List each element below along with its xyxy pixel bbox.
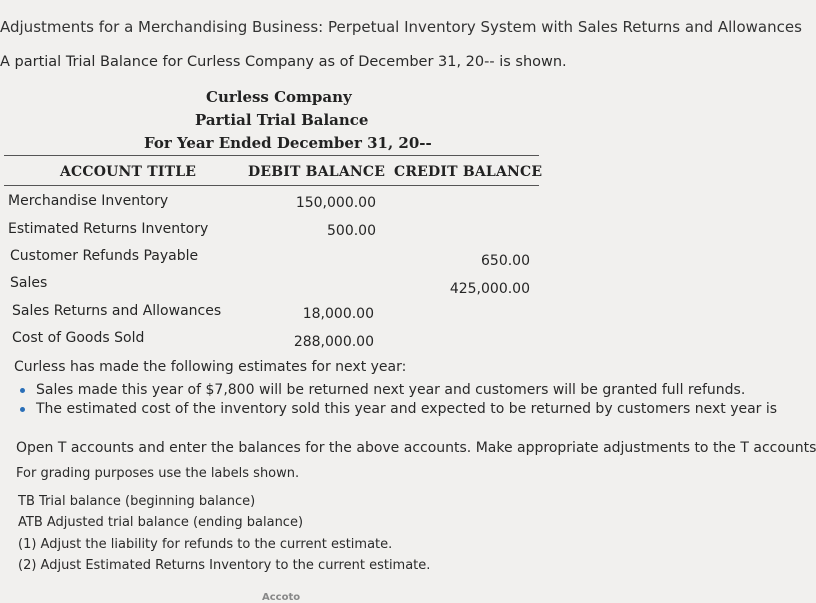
estimates-intro: Curless has made the following estimates for next year: — [14, 359, 407, 375]
label-adjustment-1: (1) Adjust the liability for refunds to the current estimate. — [18, 537, 393, 552]
grading-note: For grading purposes use the labels shown. — [16, 466, 300, 481]
credit-balance-header: CREDIT BALANCE — [394, 164, 543, 180]
table-row-debit: 288,000.00 — [293, 334, 374, 350]
table-row-account: Sales — [10, 275, 48, 291]
table-top-rule — [4, 155, 539, 156]
label-tb: TB Trial balance (beginning balance) — [18, 494, 256, 509]
page-heading: Adjustments for a Merchandising Business: Perpetual Inventory System with Sales Returns and Allowances — [0, 18, 802, 36]
table-row-account: Merchandise Inventory — [8, 193, 169, 209]
table-row-account: Cost of Goods Sold — [12, 330, 145, 346]
estimate-item: Sales made this year of $7,800 will be returned next year and customers will be granted full refunds. — [36, 382, 746, 398]
debit-balance-header: DEBIT BALANCE — [248, 164, 386, 180]
company-name: Curless Company — [206, 88, 352, 106]
table-row-account: Customer Refunds Payable — [10, 248, 199, 264]
table-row-credit: 425,000.00 — [449, 281, 530, 297]
table-row-credit: 650.00 — [481, 253, 530, 269]
statement-title: Partial Trial Balance — [195, 111, 369, 129]
table-row-account: Sales Returns and Allowances — [12, 303, 222, 319]
bullet-icon — [20, 388, 25, 393]
table-row-debit: 500.00 — [327, 223, 376, 239]
instructions-text: Open T accounts and enter the balances for the above accounts. Make appropriate adjustments to the T accounts — [16, 440, 816, 456]
cut-off-text: Accoto — [262, 592, 301, 603]
table-row-account: Estimated Returns Inventory — [8, 221, 209, 237]
estimate-item: The estimated cost of the inventory sold this year and expected to be returned by customers next year is — [36, 401, 778, 417]
table-row-debit: 150,000.00 — [295, 195, 376, 211]
table-row-debit: 18,000.00 — [302, 306, 374, 322]
intro-text: A partial Trial Balance for Curless Company as of December 31, 20-- is shown. — [0, 54, 567, 70]
bullet-icon — [20, 407, 25, 412]
label-adjustment-2: (2) Adjust Estimated Returns Inventory to the current estimate. — [18, 558, 431, 573]
statement-period: For Year Ended December 31, 20-- — [144, 134, 432, 152]
label-atb: ATB Adjusted trial balance (ending balance) — [18, 515, 304, 530]
account-title-header: ACCOUNT TITLE — [60, 164, 197, 180]
table-header-rule — [4, 185, 539, 186]
